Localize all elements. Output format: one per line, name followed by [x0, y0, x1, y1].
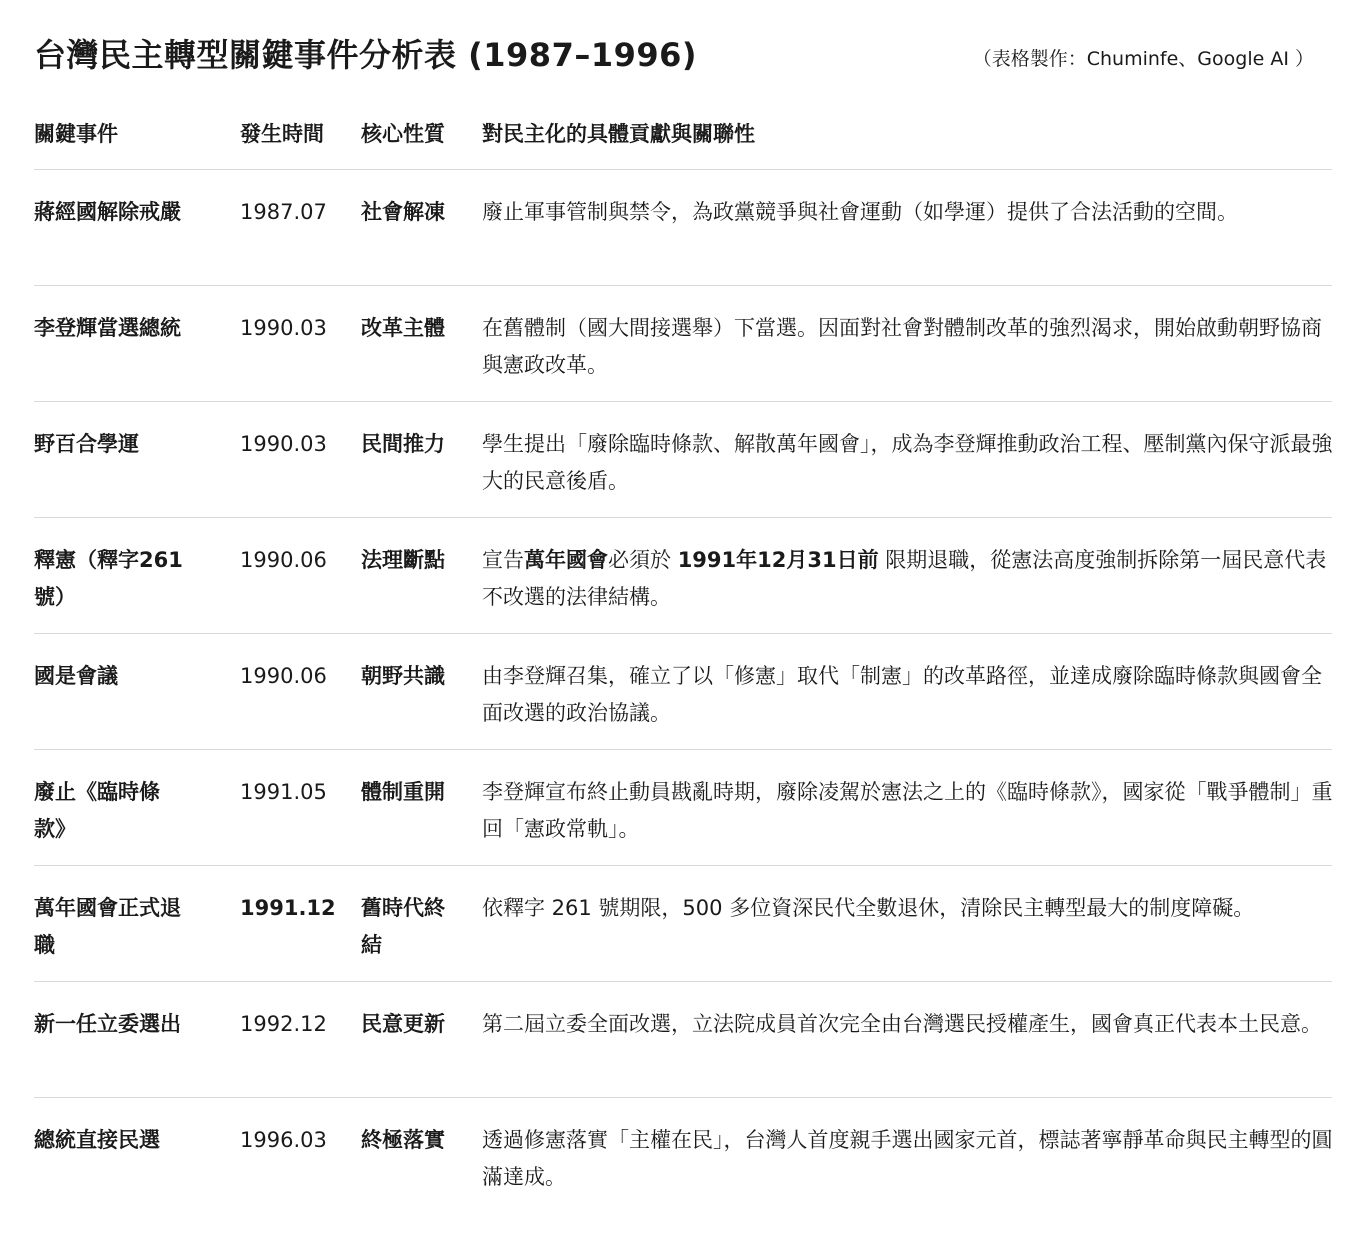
text-segment: 必須於: [608, 548, 678, 572]
text-segment: 學生提出「廢除臨時條款、解散萬年國會」，成為李登輝推動政治工程、壓制黨內保守派最強大的民意後盾。: [482, 432, 1333, 493]
event-cell: 新一任立委選出: [34, 1012, 181, 1036]
date-cell: 1996.03: [240, 1128, 327, 1152]
event-cell: 釋憲（釋字261號）: [34, 548, 183, 609]
header-contribution: 對民主化的具體貢獻與關聯性: [482, 122, 755, 146]
page-title: 台灣民主轉型關鍵事件分析表 (1987–1996): [34, 36, 698, 74]
emphasis-text: 萬年國會: [524, 548, 608, 572]
table-row: [34, 170, 1332, 286]
contribution-cell: [482, 1122, 1334, 1196]
text-segment: 依釋字 261 號期限，500 多位資深民代全數退休，清除民主轉型最大的制度障礙。: [482, 896, 1255, 920]
nature-cell: 舊時代終結: [361, 896, 445, 957]
table-row: [34, 402, 1332, 518]
table-row: [34, 518, 1332, 634]
nature-cell: 終極落實: [361, 1128, 445, 1152]
date-cell: 1992.12: [240, 1012, 327, 1036]
emphasis-text: 1991年12月31日前: [677, 548, 879, 572]
text-segment: 在舊體制（國大間接選舉）下當選。因面對社會對體制改革的強烈渴求，開始啟動朝野協商與憲政改革。: [482, 316, 1322, 377]
header-nature: 核心性質: [361, 122, 445, 146]
date-cell: 1990.06: [240, 664, 327, 688]
table-body: [34, 170, 1332, 1214]
date-cell: 1990.06: [240, 548, 327, 572]
credit-note: （表格製作：Chuminfe、Google AI ）: [972, 48, 1314, 70]
contribution-cell: [482, 426, 1334, 500]
date-cell: 1990.03: [240, 432, 327, 456]
header-event: 關鍵事件: [34, 122, 118, 146]
nature-cell: 朝野共識: [361, 664, 445, 688]
table-row: [34, 982, 1332, 1098]
event-cell: 廢止《臨時條款》: [34, 780, 160, 841]
contribution-cell: [482, 542, 1334, 616]
date-cell: 1991.05: [240, 780, 327, 804]
text-segment: 透過修憲落實「主權在民」，台灣人首度親手選出國家元首，標誌著寧靜革命與民主轉型的圓滿達成。: [482, 1128, 1333, 1189]
contribution-cell: [482, 774, 1334, 848]
date-cell: 1987.07: [240, 200, 327, 224]
contribution-cell: [482, 1006, 1334, 1043]
table-row: [34, 750, 1332, 866]
nature-cell: 民意更新: [361, 1012, 445, 1036]
table-row: [34, 866, 1332, 982]
date-cell: 1991.12: [240, 896, 336, 920]
text-segment: 限期退職，從憲法高度強制拆除第一屆民意代表不改選的法律結構。: [482, 548, 1327, 609]
text-segment: 第二屆立委全面改選，立法院成員首次完全由台灣選民授權產生，國會真正代表本土民意。: [482, 1012, 1322, 1036]
contribution-cell: [482, 194, 1334, 231]
table-row: [34, 634, 1332, 750]
nature-cell: 民間推力: [361, 432, 445, 456]
nature-cell: 社會解凍: [361, 200, 445, 224]
table-header: [34, 118, 1332, 170]
contribution-cell: [482, 310, 1334, 384]
text-segment: 由李登輝召集，確立了以「修憲」取代「制憲」的改革路徑，並達成廢除臨時條款與國會全面改選的政治協議。: [482, 664, 1322, 725]
text-segment: 李登輝宣布終止動員戡亂時期，廢除凌駕於憲法之上的《臨時條款》，國家從「戰爭體制」重回「憲政常軌」。: [482, 780, 1333, 841]
nature-cell: 法理斷點: [361, 548, 445, 572]
nature-cell: 改革主體: [361, 316, 445, 340]
date-cell: 1990.03: [240, 316, 327, 340]
table-row: [34, 286, 1332, 402]
header-date: 發生時間: [240, 122, 324, 146]
text-segment: 廢止軍事管制與禁令，為政黨競爭與社會運動（如學運）提供了合法活動的空間。: [482, 200, 1238, 224]
nature-cell: 體制重開: [361, 780, 445, 804]
text-segment: 宣告: [482, 548, 524, 572]
table-row: [34, 1098, 1332, 1214]
event-cell: 野百合學運: [34, 432, 139, 456]
contribution-cell: [482, 658, 1334, 732]
event-cell: 國是會議: [34, 664, 118, 688]
event-cell: 李登輝當選總統: [34, 316, 181, 340]
contribution-cell: [482, 890, 1334, 927]
event-cell: 萬年國會正式退職: [34, 896, 181, 957]
event-cell: 總統直接民選: [34, 1128, 160, 1152]
event-cell: 蔣經國解除戒嚴: [34, 200, 181, 224]
